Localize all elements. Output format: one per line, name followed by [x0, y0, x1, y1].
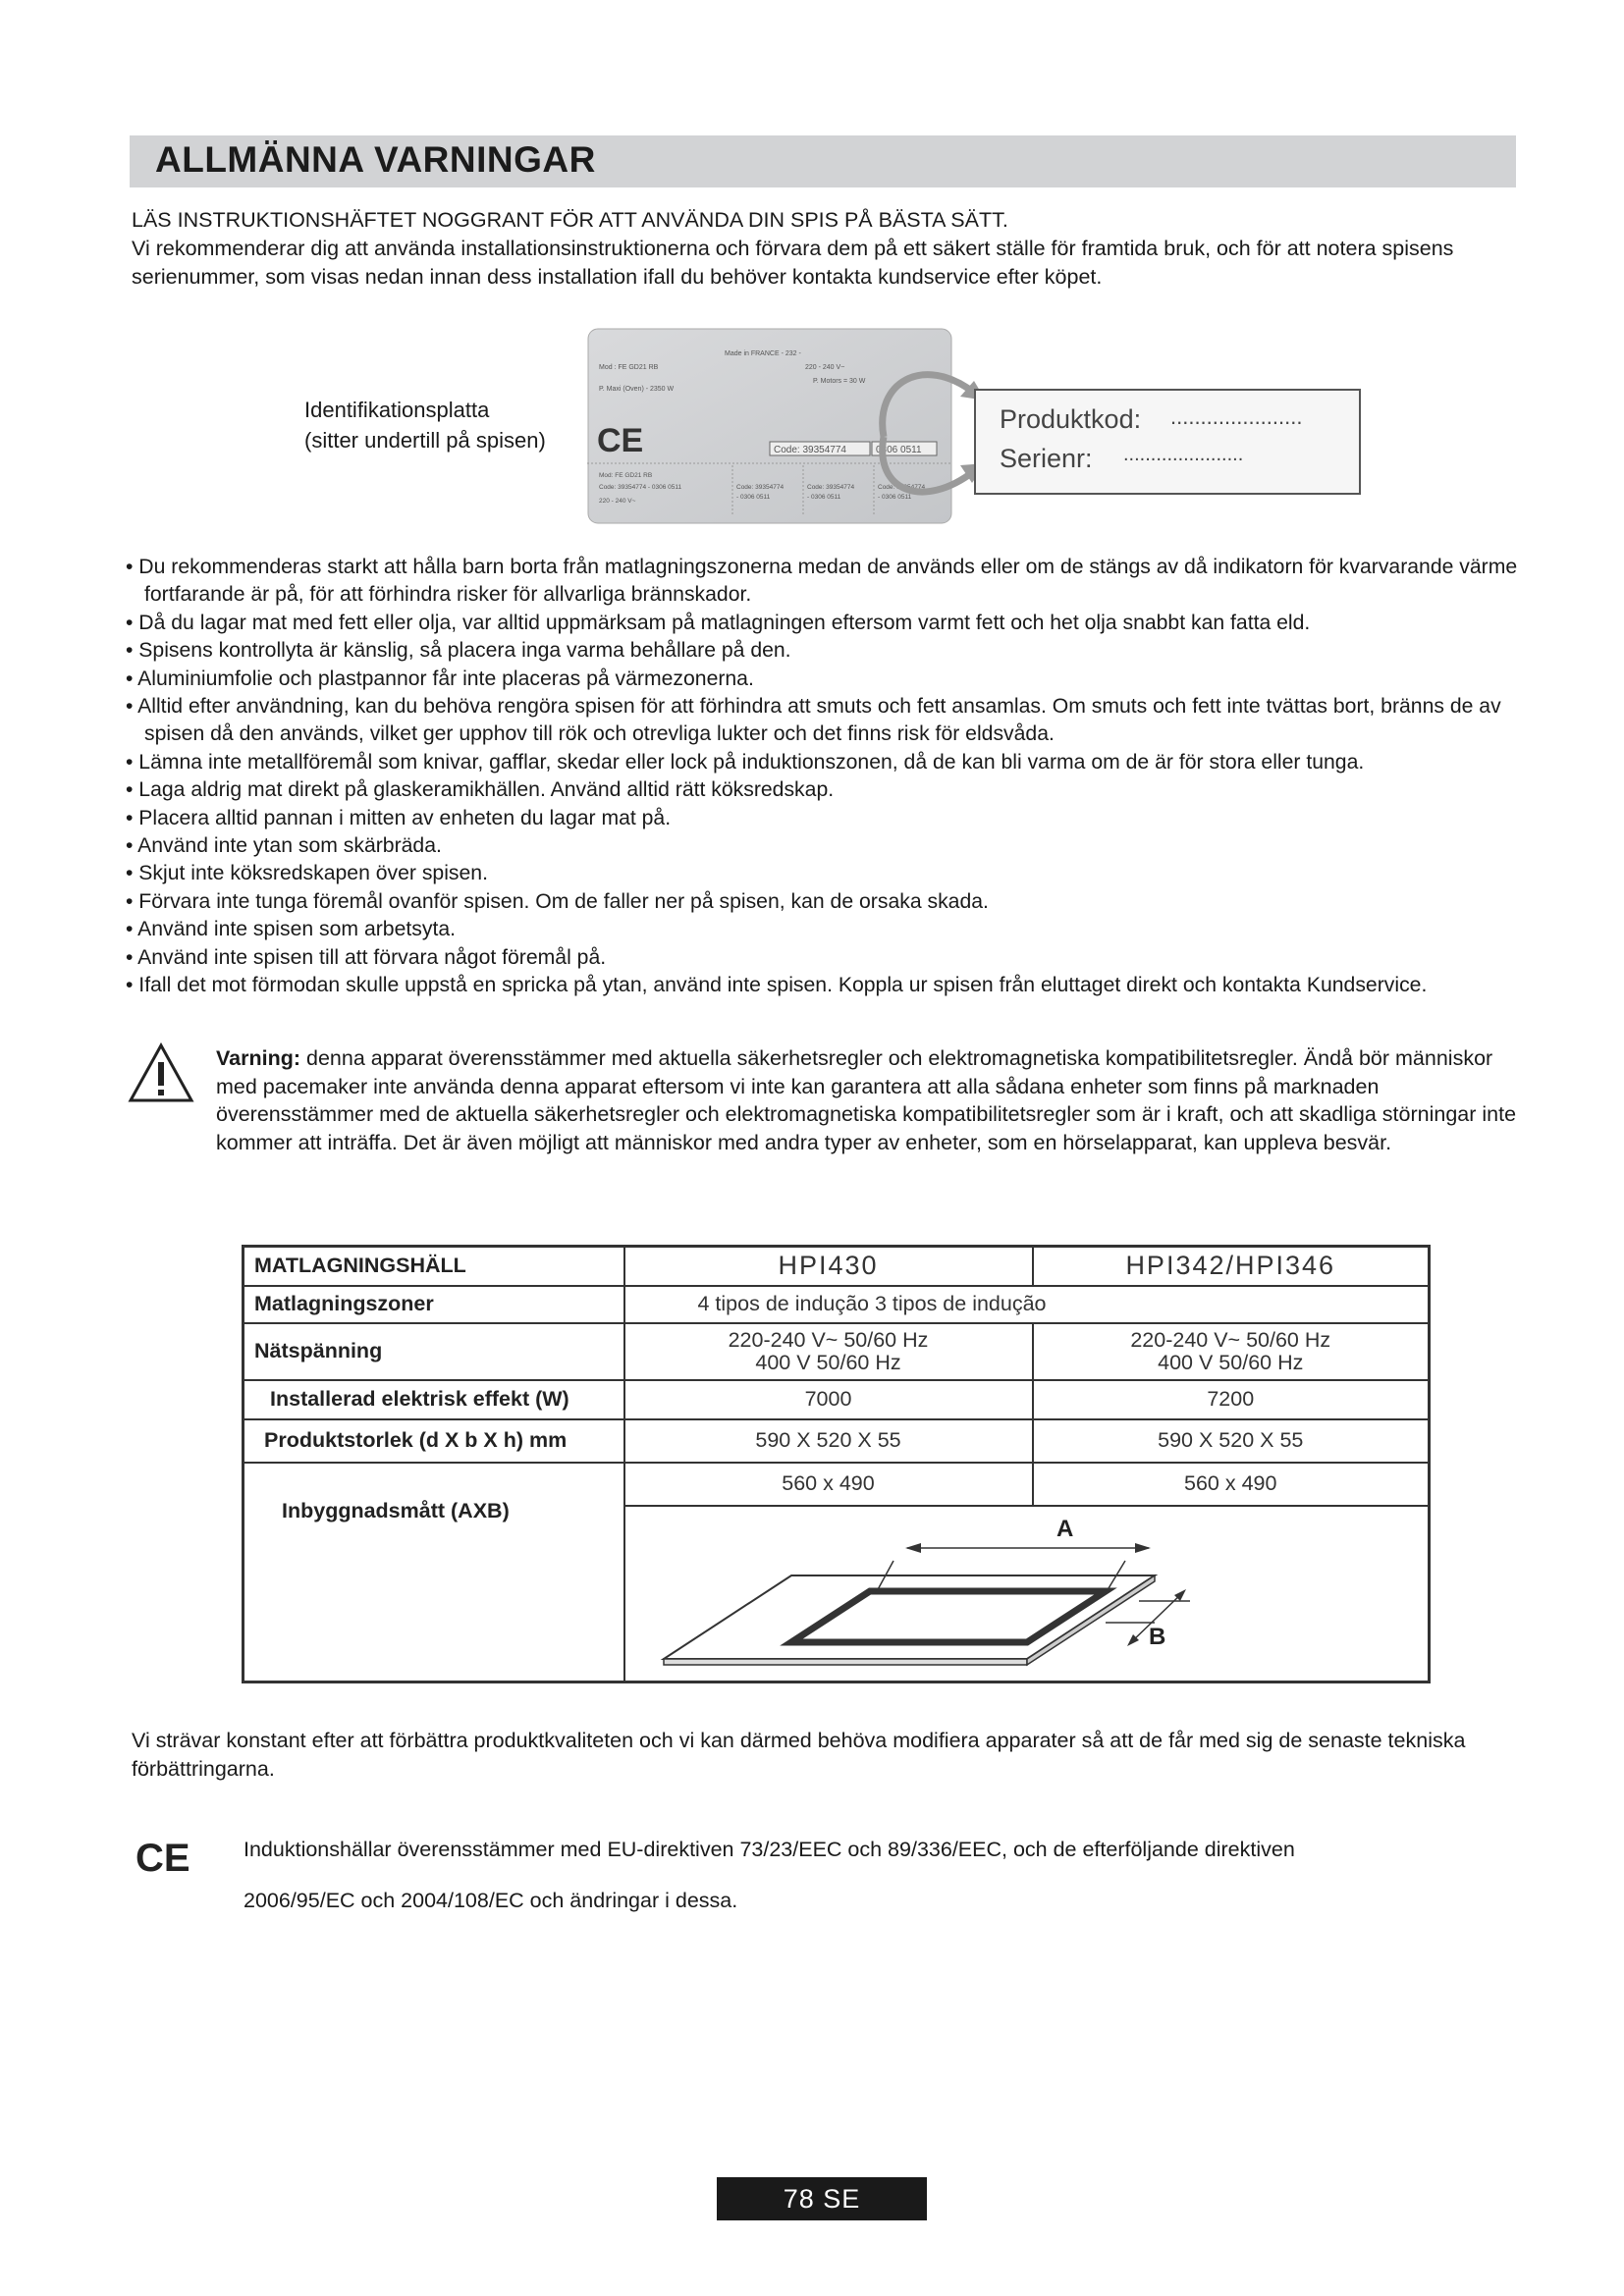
intro-text	[132, 206, 1516, 292]
warning-triangle-icon	[128, 1042, 194, 1103]
list-item: • Använd inte ytan som skärbräda.	[126, 834, 442, 858]
safety-bullet-list	[126, 554, 1540, 1000]
plate-mod-2: Mod: FE GD21 RB	[599, 472, 653, 479]
list-item: • Förvara inte tunga föremål ovanför spisen. Om de faller ner på spisen, kan de orsaka skada.	[126, 889, 989, 913]
list-item: • Alltid efter användning, kan du behöva rengöra spisen för att förhindra att smuts och fett ansamlas. Om smuts och fett inte tvättas bort, bränns de av spisen då den används, vilket ger upphov till rök och otrevliga lukter och det finns risk för eldsvåda.	[126, 695, 1501, 746]
warning-label: Varning:	[216, 1046, 301, 1070]
voltage-col2-line1: 220-240 V~ 50/60 Hz	[1130, 1327, 1331, 1352]
list-item: • Använd inte spisen som arbetsyta.	[126, 918, 457, 941]
diagram-label-b: B	[1149, 1624, 1166, 1650]
list-item: • Placera alltid pannan i mitten av enheten du lagar mat på.	[126, 806, 672, 829]
list-item: • Skjut inte köksredskapen över spisen.	[126, 862, 488, 885]
eu-directive-line2: 2006/95/EC och 2004/108/EC och ändringar i dessa.	[244, 1889, 738, 1912]
product-code-dots: ......................	[1170, 404, 1303, 429]
list-item: • Spisens kontrollyta är känslig, så placera inga varma behållare på den.	[126, 639, 791, 663]
intro-paragraph: Vi rekommenderar dig att använda installationsinstruktionerna och förvara dem på ett säkert ställe för framtida bruk, och för att notera spisens serienummer, som visas nedan innan dess installation ifall du behöver kontakta kundservice efter köpet.	[132, 237, 1454, 289]
plate-pmotors: P. Motors = 30 W	[813, 378, 866, 385]
warning-text: denna apparat överensstämmer med aktuella säkerhetsregler och elektromagnetiska kompatibilitetsregler. Ändå bör människor med pacemaker inte använda denna apparat eftersom vi inte kan garantera att alla sådana enheter som finns på marknaden överensstämmer med de aktuella säkerhetsregler och elektromagnetiska kompatibilitetsregler som är i kraft, och att skadliga störningar inte kommer att inträffa. Det är även möjligt att människor med andra typer av enheter, som en hörselapparat, kan uppleva besvär.	[216, 1046, 1517, 1154]
cutout-col1: 560 x 490	[624, 1463, 1033, 1506]
table-row	[244, 1247, 1430, 1286]
plate-stub-serial-2: - 0306 0511	[807, 494, 841, 501]
plate-serial: 0306 0511	[876, 445, 922, 455]
plate-stub-serial-1: - 0306 0511	[736, 494, 771, 501]
page-number: 78 SE	[717, 2177, 927, 2220]
ce-mark-icon	[135, 1832, 198, 1879]
zones-label: Matlagningszoner	[244, 1286, 624, 1323]
table-row	[244, 1463, 1430, 1506]
table-header-label: MATLAGNINGSHÄLL	[244, 1247, 624, 1286]
plate-arrows-icon	[854, 324, 992, 540]
zones-value: 4 tipos de indução 3 tipos de indução	[624, 1286, 1430, 1323]
voltage-col1-line1: 220-240 V~ 50/60 Hz	[728, 1327, 929, 1352]
eu-directive-line1: Induktionshällar överensstämmer med EU-direktiven 73/23/EEC och 89/336/EEC, och de efterföljande direktiven	[244, 1838, 1295, 1861]
voltage-col2-line2: 400 V 50/60 Hz	[1158, 1350, 1304, 1374]
plate-stub-code-2: Code: 39354774	[807, 484, 855, 491]
plate-mod: Mod : FE GD21 RB	[599, 364, 659, 371]
size-label: Produktstorlek (d X b X h) mm	[244, 1419, 624, 1463]
product-code-box	[974, 389, 1361, 495]
serial-label: Serienr:	[1000, 444, 1093, 473]
plate-caption-title: Identifikationsplatta	[304, 398, 490, 422]
diagram-label-a: A	[1056, 1517, 1074, 1542]
table-header-col2: HPI342/HPI346	[1033, 1247, 1430, 1286]
list-item: • Laga aldrig mat direkt på glaskeramikhällen. Använd alltid rätt köksredskap.	[126, 778, 835, 802]
title-bar	[130, 135, 1516, 187]
table-row	[244, 1380, 1430, 1419]
plate-stub-code-1: Code: 39354774	[736, 484, 785, 491]
plate-pmaxi: P. Maxi (Oven) - 2350 W	[599, 386, 675, 393]
svg-text:CE: CE	[135, 1837, 190, 1879]
table-row	[244, 1323, 1430, 1380]
cutout-label: Inbyggnadsmått (AXB)	[244, 1463, 624, 1682]
plate-voltage-2: 220 - 240 V~	[599, 498, 636, 505]
cutout-diagram	[242, 1517, 1428, 1693]
plate-code-small: Code: 39354774 - 0306 0511	[599, 484, 682, 491]
table-header-col1: HPI430	[624, 1247, 1033, 1286]
voltage-label: Nätspänning	[244, 1323, 624, 1380]
size-col1: 590 X 520 X 55	[624, 1419, 1033, 1463]
serial-dots: ......................	[1123, 444, 1244, 465]
size-col2: 590 X 520 X 55	[1033, 1419, 1430, 1463]
list-item: • Då du lagar mat med fett eller olja, var alltid uppmärksam på matlagningen eftersom varmt fett och het olja snabbt kan fatta eld.	[126, 611, 1311, 634]
list-item: • Använd inte spisen till att förvara något föremål på.	[126, 945, 607, 969]
product-code-label: Produktkod:	[1000, 404, 1142, 434]
plate-stub-serial-3: - 0306 0511	[878, 494, 912, 501]
list-item: • Du rekommenderas starkt att hålla barn borta från matlagningszonerna medan de används eller om de stängs av då indikatorn för kvarvarande värme fortfarande är på, för att förhindra risker för allvarliga brännskador.	[126, 556, 1518, 607]
table-row	[244, 1419, 1430, 1463]
intro-heading: LÄS INSTRUKTIONSHÄFTET NOGGRANT FÖR ATT ANVÄNDA DIN SPIS PÅ BÄSTA SÄTT.	[132, 208, 1008, 232]
list-item: • Ifall det mot förmodan skulle uppstå en spricka på ytan, använd inte spisen. Koppla ur spisen från eluttaget direkt och kontakta Kundservice.	[126, 974, 1428, 997]
table-row	[244, 1286, 1430, 1323]
voltage-col1	[624, 1323, 1033, 1380]
power-col2: 7200	[1033, 1380, 1430, 1419]
improvement-paragraph: Vi strävar konstant efter att förbättra produktkvaliteten och vi kan därmed behöva modifiera apparater så att de får med sig de senaste tekniska förbättringarna.	[132, 1729, 1466, 1781]
voltage-col1-line2: 400 V 50/60 Hz	[755, 1350, 901, 1374]
list-item: • Lämna inte metallföremål som knivar, gafflar, skedar eller lock på induktionszonen, då de kan bli varma om de är för stora eller tunga.	[126, 750, 1365, 774]
page-title: ALLMÄNNA VARNINGAR	[155, 139, 596, 180]
voltage-col2	[1033, 1323, 1430, 1380]
power-col1: 7000	[624, 1380, 1033, 1419]
plate-made-in: Made in FRANCE - 232 -	[725, 350, 801, 357]
ce-mark-icon: CE	[597, 422, 644, 459]
plate-voltage: 220 - 240 V~	[805, 364, 845, 371]
cutout-col2: 560 x 490	[1033, 1463, 1430, 1506]
plate-caption-note: (sitter undertill på spisen)	[304, 428, 546, 453]
plate-code: Code: 39354774	[774, 445, 846, 455]
warning-paragraph	[216, 1044, 1522, 1156]
plate-caption	[304, 395, 546, 455]
power-label: Installerad elektrisk effekt (W)	[244, 1380, 624, 1419]
plate-stub-code-3: Code: 39354774	[878, 484, 926, 491]
list-item: • Aluminiumfolie och plastpannor får inte placeras på värmezonerna.	[126, 667, 754, 690]
